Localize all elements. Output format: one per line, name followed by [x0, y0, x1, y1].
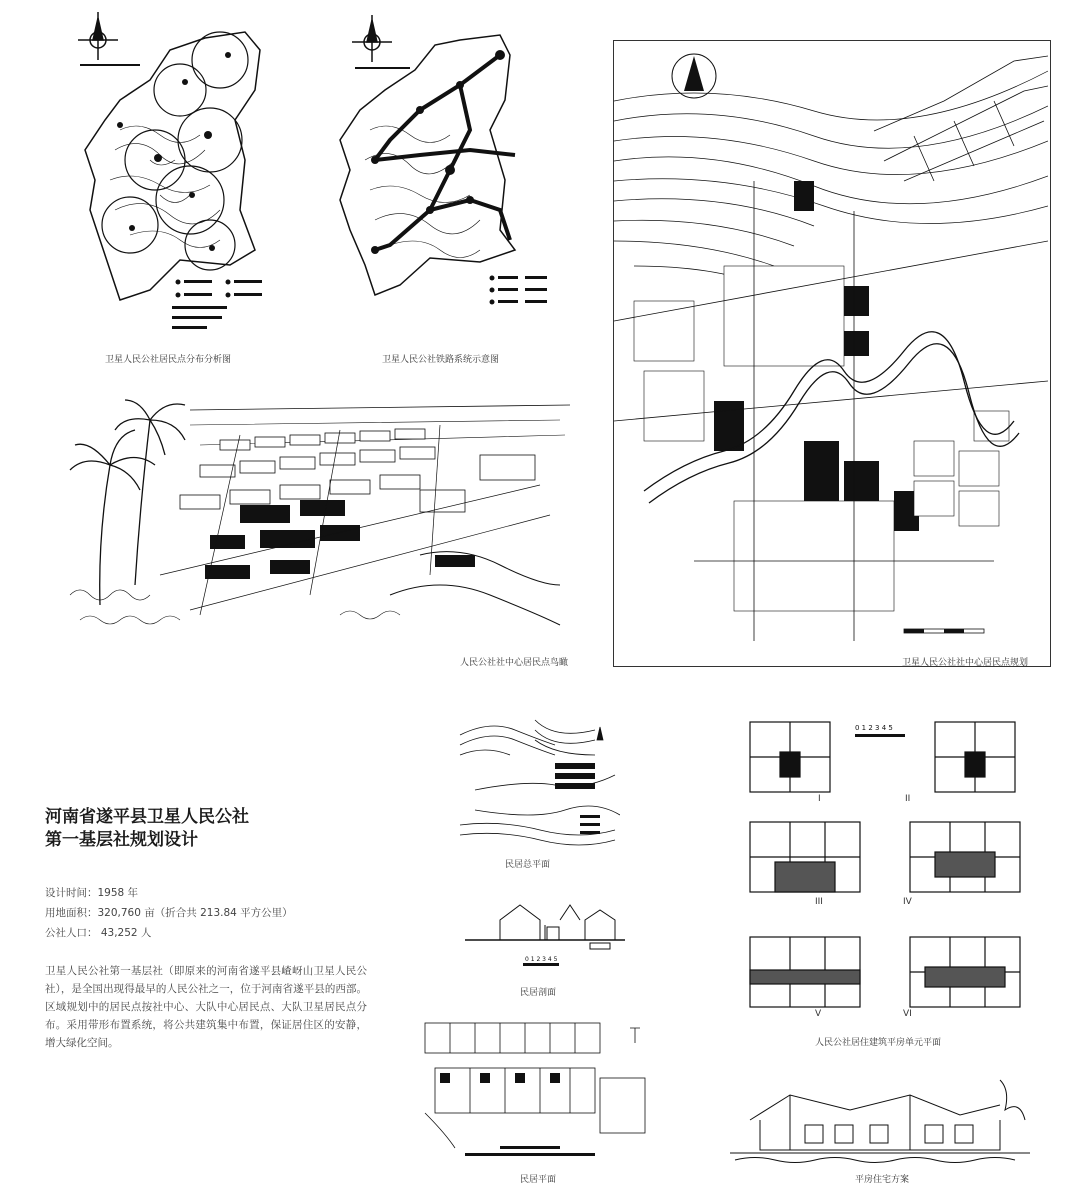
settlement-distribution-map: [60, 10, 310, 350]
meta-land-area: 用地面积：320,760 亩（折合共 213.84 平方公里）: [45, 907, 293, 919]
meta-design-time: 设计时间：1958 年: [45, 887, 139, 899]
meta-population: 公社人口： 43,252 人: [45, 927, 152, 939]
unit-plan-4: [910, 822, 1020, 892]
title-line-2: 第一基层社规划设计: [45, 830, 198, 850]
unit-plan-2: [935, 722, 1015, 792]
caption-center-plan: 卫星人民公社社中心居民点规划: [902, 658, 1029, 668]
residential-site-plan: [455, 715, 620, 850]
north-arrow-icon: [352, 15, 392, 62]
unit-label-4: IV: [903, 897, 912, 907]
unit-label-2: II: [905, 794, 911, 804]
caption-unit-plans: 人民公社居住建筑平房单元平面: [815, 1038, 942, 1048]
unit-label-6: VI: [903, 1009, 912, 1019]
caption-railway-system: 卫星人民公社铁路系统示意图: [382, 355, 500, 365]
unit-plan-3: [750, 822, 860, 892]
page-title: [45, 806, 249, 852]
north-arrow-icon: [672, 54, 716, 98]
unit-plan-1: [750, 722, 830, 792]
project-description: 卫星人民公社第一基层社（即原来的河南省遂平县嵖岈山卫星人民公社），是全国出现得最早的人民公社之一，位于河南省遂平县的西部。区域规划中的居民点按社中心、大队中心居民点、大队卫星居民点分布。采用带形布置系统，将公共建筑集中布置，保证居住区的安静，增大绿化空间。: [45, 965, 367, 1049]
caption-bungalow-scheme: 平房住宅方案: [855, 1175, 910, 1185]
unit-label-3: III: [815, 897, 823, 907]
caption-settlement-analysis: 卫星人民公社居民点分布分析图: [105, 355, 232, 365]
scale-label: 0 1 2 3 4 5: [525, 956, 558, 963]
center-plan-map: [614, 41, 1048, 664]
bungalow-sketch: [730, 1075, 1030, 1170]
unit-scale-label: 0 1 2 3 4 5: [855, 724, 893, 732]
unit-plan-5: [750, 937, 860, 1007]
caption-residential-plan: 民居平面: [520, 1175, 557, 1185]
birdseye-sketch: [40, 395, 575, 640]
unit-plans: [735, 712, 1035, 1027]
residential-section: [465, 895, 625, 970]
unit-label-1: I: [818, 794, 821, 804]
caption-birdseye: 人民公社社中心居民点鸟瞰: [460, 658, 569, 668]
caption-residential-section: 民居剖面: [520, 988, 557, 998]
unit-label-5: V: [815, 1009, 822, 1019]
caption-residential-site-plan: 民居总平面: [505, 860, 551, 870]
railway-system-map: [320, 10, 570, 350]
residential-plan: [420, 1018, 660, 1163]
title-line-1: 河南省遂平县卫星人民公社: [45, 807, 249, 827]
unit-plan-6: [910, 937, 1020, 1007]
north-arrow-icon: [78, 12, 118, 60]
